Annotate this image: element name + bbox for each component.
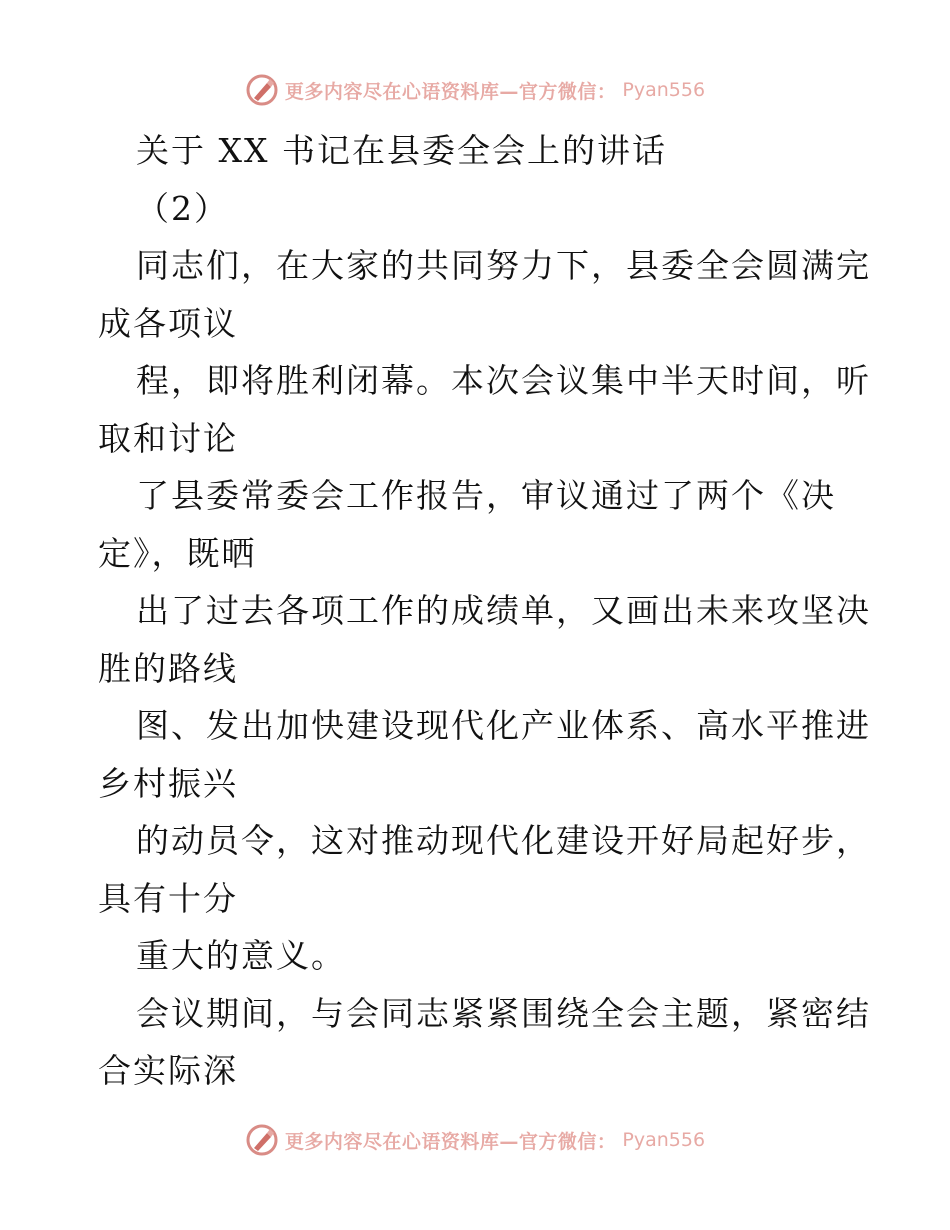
text-line: 关于 XX 书记在县委全会上的讲话: [136, 131, 667, 170]
text-line: 定》，既晒: [98, 533, 257, 573]
pen-logo-icon: [245, 73, 279, 107]
text-line: 重大的意义。: [136, 936, 346, 975]
header-watermark: [0, 70, 950, 110]
pen-logo-icon: [245, 1123, 279, 1157]
footer-watermark: [0, 1120, 950, 1160]
watermark-text: 更多内容尽在心语资料库—官方微信：: [284, 80, 617, 103]
document-body: [98, 122, 871, 1100]
text-line: 会议期间，与会同志紧紧围绕全会主题，紧密结: [136, 993, 871, 1033]
watermark-text: 更多内容尽在心语资料库—官方微信：: [284, 1130, 617, 1153]
watermark-handle: Pyan556: [622, 1129, 706, 1151]
text-line: 取和讨论: [98, 418, 238, 458]
text-line: 成各项议: [98, 303, 238, 343]
text-line: 同志们，在大家的共同努力下，县委全会圆满完: [136, 246, 871, 285]
text-line: （2）: [136, 188, 229, 228]
text-line: 的动员令，这对推动现代化建设开好局起好步，: [136, 821, 871, 860]
text-line: 具有十分: [98, 878, 238, 918]
text-line: 程，即将胜利闭幕。本次会议集中半天时间，听: [136, 361, 871, 400]
text-line: 了县委常委会工作报告，审议通过了两个《决: [136, 476, 836, 515]
watermark-handle: Pyan556: [622, 79, 706, 101]
text-line: 胜的路线: [98, 648, 238, 688]
text-line: 合实际深: [98, 1051, 238, 1090]
text-line: 图、发出加快建设现代化产业体系、高水平推进: [136, 706, 871, 745]
text-line: 出了过去各项工作的成绩单，又画出未来攻坚决: [136, 591, 871, 630]
text-line: 乡村振兴: [98, 763, 238, 803]
